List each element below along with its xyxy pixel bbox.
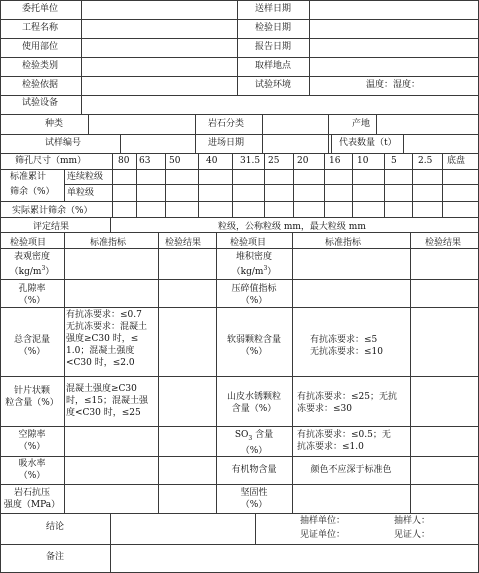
grid-line: [64, 232, 65, 513]
item-apparent-density: 表观密度 $(kg/m^3)$: [9, 252, 55, 277]
item-organic-content: 有机物含量: [231, 465, 277, 475]
grid-line: [0, 217, 478, 218]
col-header-item-1: 检验项目: [10, 238, 47, 248]
sampler-label: 抽样人：: [394, 516, 431, 526]
grid-line: [384, 153, 385, 217]
grid-line: [0, 426, 478, 427]
test-equipment-label: 试验设备: [22, 98, 59, 108]
item-soundness: 坚固性 （%）: [240, 488, 268, 510]
std-rust-particles: 有抗冻要求：≤25；无抗 冻要求：≤30: [297, 392, 397, 414]
std-cum-residue-label: 标准累计 筛余（%）: [10, 172, 55, 197]
eval-result-text: 粒级，公称粒级 mm，最大粒级 mm: [218, 222, 366, 232]
usage-location-field[interactable]: [81, 38, 237, 57]
grid-line: [0, 153, 478, 154]
item-weak-particles: 软弱颗粒含量 （%）: [226, 335, 281, 357]
item-rock-strength: 岩石抗压 强度（MPa）: [3, 488, 61, 510]
remarks-label: 备注: [46, 552, 65, 562]
commissioning-unit-label: 委托单位: [22, 4, 59, 14]
grid-line: [136, 153, 137, 217]
project-name-label: 工程名称: [22, 23, 59, 33]
conclusion-label: 结论: [46, 522, 65, 532]
sampling-unit-label: 抽样单位：: [300, 516, 346, 526]
project-name-field[interactable]: [81, 19, 237, 38]
grid-line: [64, 184, 478, 185]
sieve-size-3: 40: [206, 156, 218, 166]
grid-line: [0, 484, 478, 485]
item-porosity: 孔隙率 （%）: [18, 284, 46, 306]
continuous-grade-label: 连续粒级: [67, 172, 104, 182]
sieve-size-11: 底盘: [447, 156, 466, 166]
commissioning-unit-field[interactable]: [81, 0, 237, 19]
std-so3-content: 有抗冻要求：≤0.5；无 抗冻要求：≤1.0: [297, 430, 391, 452]
test-equipment-field[interactable]: [81, 95, 479, 114]
sieve-size-label: 筛孔尺寸（mm）: [15, 156, 87, 166]
grid-line: [232, 153, 233, 217]
arrival-date-field[interactable]: [262, 134, 328, 153]
grid-line: [195, 114, 196, 153]
test-basis-label: 检验依据: [22, 80, 59, 90]
item-water-absorption: 吸水率 （%）: [18, 459, 46, 481]
sieve-size-4: 31.5: [240, 156, 261, 166]
std-flaky-particles: 混凝土强度≥C30 时，≤15；混凝土强 度<C30 时，≤25: [66, 384, 148, 418]
eval-result-label: 评定结果: [33, 222, 70, 232]
grid-line: [0, 279, 478, 280]
grid-line: [0, 201, 478, 202]
item-so3-content: $SO_3$ 含量 （%）: [234, 430, 274, 456]
test-environment-label: 试验环境: [255, 80, 292, 90]
sample-no-label: 试样编号: [45, 138, 82, 148]
report-date-field[interactable]: [309, 38, 479, 57]
actual-cum-residue-label: 实际累计筛余（%）: [12, 206, 93, 216]
item-flaky-particles: 针片状颗 粒含量（%）: [5, 386, 59, 408]
type-field[interactable]: [88, 115, 195, 134]
sampling-location-field[interactable]: [309, 57, 479, 76]
sieve-size-0: 80: [118, 156, 130, 166]
col-header-std-1: 标准指标: [90, 238, 127, 248]
grid-line: [264, 153, 265, 217]
grid-line: [293, 153, 294, 217]
witness-label: 见证人：: [394, 530, 431, 540]
grid-line: [0, 376, 478, 377]
rock-class-field[interactable]: [262, 115, 328, 134]
sieve-size-6: 20: [297, 156, 309, 166]
single-grade-label: 单粒级: [67, 188, 95, 198]
item-void-ratio: 空隙率 （%）: [18, 430, 46, 452]
grid-line: [165, 153, 166, 217]
test-date-field[interactable]: [309, 19, 479, 38]
witness-unit-label: 见证单位：: [300, 530, 346, 540]
col-header-result-2: 检验结果: [425, 238, 462, 248]
grid-line: [0, 307, 478, 308]
std-organic-content: 颜色不应深于标准色: [310, 465, 392, 475]
remarks-field[interactable]: [110, 544, 479, 573]
grid-line: [255, 513, 256, 544]
temp-humidity-label: 温度：湿度：: [366, 80, 421, 90]
rock-class-label: 岩石分类: [208, 119, 245, 129]
sieve-size-9: 5: [391, 156, 397, 166]
grid-line: [324, 153, 325, 217]
grid-line: [412, 153, 413, 217]
conclusion-field[interactable]: [110, 514, 255, 544]
grid-line: [0, 76, 478, 77]
test-basis-field[interactable]: [81, 76, 237, 95]
test-date-label: 检验日期: [255, 23, 292, 33]
sieve-size-2: 50: [169, 156, 181, 166]
sieve-size-10: 2.5: [418, 156, 433, 166]
usage-location-label: 使用部位: [22, 42, 59, 52]
item-total-mud: 总含泥量 （%）: [13, 335, 50, 357]
item-bulk-density: 堆积密度 $(kg/m^3)$: [231, 252, 277, 277]
std-weak-particles: 有抗冻要求：≤5 无抗冻要求：≤10: [310, 335, 383, 357]
grid-line: [237, 0, 238, 95]
report-date-label: 报告日期: [255, 42, 292, 52]
rep-quantity-label: 代表数量（t）: [339, 138, 397, 148]
col-header-item-2: 检验项目: [230, 238, 267, 248]
grid-line: [352, 153, 353, 217]
grid-line: [0, 169, 478, 170]
sieve-size-7: 16: [329, 156, 341, 166]
sample-no-field[interactable]: [120, 134, 195, 153]
sampling-location-label: 取样地点: [255, 61, 292, 71]
arrival-date-label: 进场日期: [208, 138, 245, 148]
grid-line: [328, 114, 329, 153]
item-rust-particles: 山皮水锈颗粒 含量（%）: [226, 392, 281, 414]
std-total-mud: 有抗冻要求：≤0.7 无抗冻要求：混凝土 强度≥C30 时，≤ 1.0；混凝土强度 <C30 时，≤2.0: [66, 310, 148, 368]
col-header-std-2: 标准指标: [325, 238, 362, 248]
type-label: 种类: [45, 119, 64, 129]
sieve-size-8: 10: [357, 156, 369, 166]
grid-line: [331, 134, 332, 153]
submission-date-field[interactable]: [309, 0, 479, 19]
sieve-size-5: 25: [268, 156, 280, 166]
origin-field[interactable]: [376, 115, 479, 134]
grid-line: [64, 169, 65, 201]
origin-label: 产地: [352, 119, 371, 129]
item-crush-value: 压碎值指标 （%）: [231, 284, 277, 306]
grid-line: [112, 153, 113, 217]
col-header-result-1: 检验结果: [165, 238, 202, 248]
sieve-size-1: 63: [139, 156, 151, 166]
result-column-1[interactable]: [158, 248, 216, 512]
test-category-label: 检验类别: [22, 61, 59, 71]
grid-line: [442, 153, 443, 217]
grid-line: [198, 153, 199, 217]
submission-date-label: 送样日期: [255, 4, 292, 14]
grid-line: [110, 217, 111, 232]
test-category-field[interactable]: [81, 57, 237, 76]
rep-quantity-field[interactable]: [403, 134, 479, 153]
result-column-2[interactable]: [410, 248, 479, 512]
